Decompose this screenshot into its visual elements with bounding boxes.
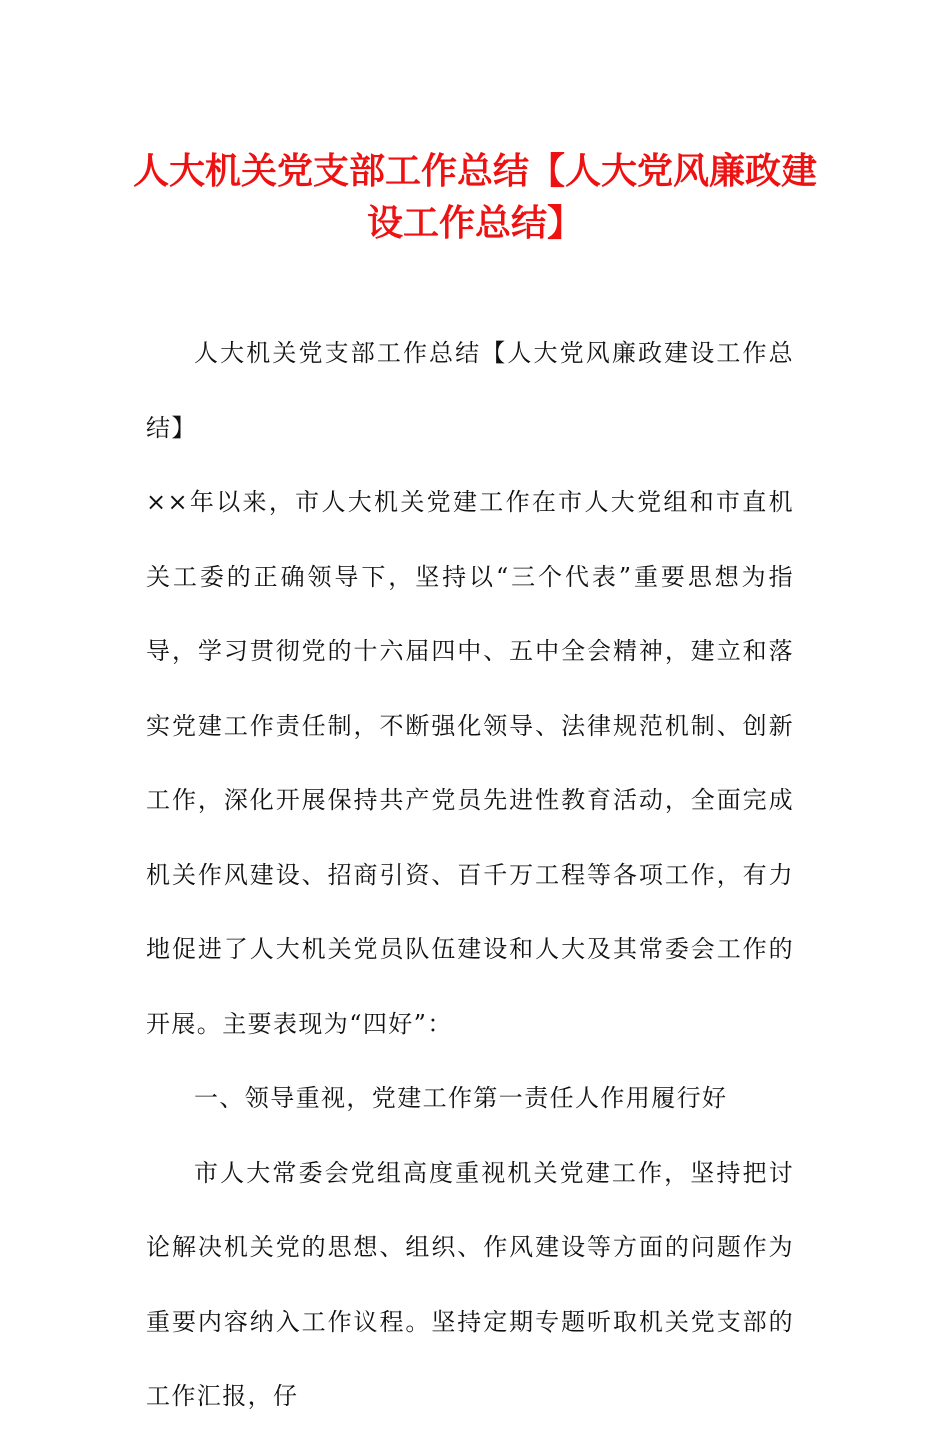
document-body	[146, 316, 794, 1434]
section-heading-1: 一、领导重视，党建工作第一责任人作用履行好	[194, 1084, 728, 1112]
document-title: 人大机关党支部工作总结【人大党风廉政建设工作总结】	[132, 151, 817, 244]
paragraph-section-1: 市人大常委会党组高度重视机关党建工作，坚持把讨论解决机关党的思想、组织、作风建设等方面的问题作为重要内容纳入工作议程。坚持定期专题听取机关党支部的工作汇报，仔	[146, 1158, 794, 1410]
paragraph-subtitle: 人大机关党支部工作总结【人大党风廉政建设工作总结】	[146, 339, 794, 442]
paragraph-intro: ××年以来，市人大机关党建工作在市人大党组和市直机关工委的正确领导下，坚持以“三个代表”重要思想为指导，学习贯彻党的十六届四中、五中全会精神，建立和落实党建工作责任制，不断强化领导、法律规范机制、创新工作，深化开展保持共产党员先进性教育活动，全面完成机关作风建设、招商引资、百千万工程等各项工作，有力地促进了人大机关党员队伍建设和人大及其常委会工作的开展。主要表现为“四好”：	[146, 488, 794, 1038]
